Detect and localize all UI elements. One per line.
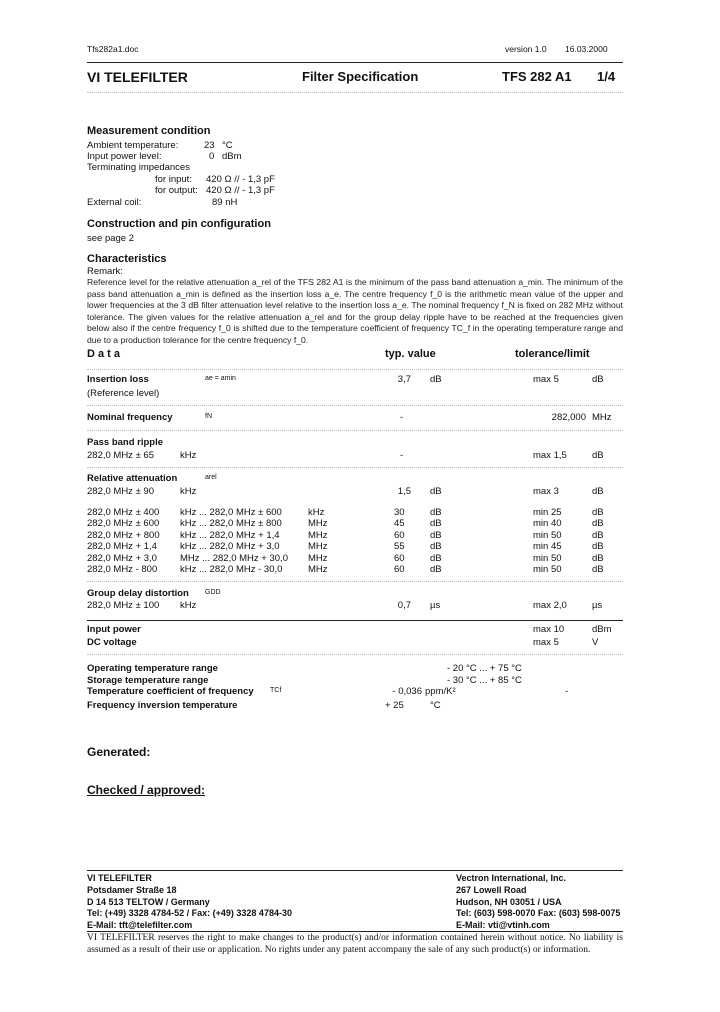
footer-right-line: Tel: (603) 598-0070 Fax: (603) 598-0075 bbox=[456, 908, 621, 919]
nominal-typ: - bbox=[400, 412, 404, 423]
insertion-symbol: ae = amin bbox=[205, 375, 236, 382]
ripple-tol: max 1,5 bbox=[533, 450, 567, 461]
relatt-row-typ: 60 bbox=[394, 553, 405, 564]
relatt-row-tol: min 25 bbox=[533, 507, 562, 518]
power-unit: dBm bbox=[222, 151, 242, 162]
construction-title: Construction and pin configuration bbox=[87, 218, 271, 230]
divider bbox=[87, 654, 623, 655]
header-typ-value: typ. value bbox=[385, 348, 436, 360]
tc-symbol: TCf bbox=[270, 687, 282, 694]
dc-voltage-tol: max 5 bbox=[533, 637, 559, 648]
relatt-row-unit: MHz bbox=[308, 553, 328, 564]
relatt-row-typ-unit: dB bbox=[430, 530, 442, 541]
output-imp-label: for output: bbox=[155, 185, 198, 196]
relatt-row-tol-unit: dB bbox=[592, 541, 604, 552]
nominal-tol-unit: MHz bbox=[592, 412, 612, 423]
dc-voltage-label: DC voltage bbox=[87, 637, 137, 648]
footer-left-line: D 14 513 TELTOW / Germany bbox=[87, 896, 210, 907]
relatt-tol: max 3 bbox=[533, 486, 559, 497]
relatt-row-typ: 60 bbox=[394, 564, 405, 575]
relatt-row-tol-unit: dB bbox=[592, 507, 604, 518]
coil-value: 89 nH bbox=[212, 197, 238, 208]
version: version 1.0 bbox=[505, 44, 547, 54]
op-temp-label: Operating temperature range bbox=[87, 663, 218, 674]
remark-text: Reference level for the relative attenuation a_rel of the TFS 282 A1 is the minimum of the pass band attenuation a_min. The minimum of the pass band attenuation a_min is defined as the insertion loss a_e. The centre frequency f_0 is the arithmetic mean value of the upper and lower frequencies at the 3 dB filter attenuation level relative to the insertion loss a_e. The nominal frequency f_N is fixed on 282 MHz without tolerance. The given values for the relative attenuation a_rel and for the group delay ripple have to be reached at the frequencies given below also if the centre frequency f_0 is shifted due to the temperature coefficient of frequency TC_f in the operating temperature range and due to a production tolerance for the centre frequency f_0. bbox=[87, 277, 623, 345]
disclaimer: VI TELEFILTER reserves the right to make changes to the product(s) and/or information contained herein without notice. No liability is assumed as a result of their use or application. No rights under any patent accompany the sale of any such product(s) or information. bbox=[87, 933, 623, 955]
footer-right-line: Vectron International, Inc. bbox=[456, 873, 567, 883]
gdd-tol-unit: µs bbox=[592, 600, 603, 611]
ripple-label: Pass band ripple bbox=[87, 437, 164, 448]
ripple-range-unit: kHz bbox=[180, 450, 197, 461]
relatt-row-from: 282,0 MHz - 800 bbox=[87, 564, 158, 575]
gdd-range-unit: kHz bbox=[180, 600, 197, 611]
measurement-title: Measurement condition bbox=[87, 125, 211, 137]
insertion-tol: max 5 bbox=[533, 374, 559, 385]
gdd-typ-unit: µs bbox=[430, 600, 441, 611]
footer-left-line: E-Mail: tft@telefilter.com bbox=[87, 920, 193, 931]
relatt-row-typ: 55 bbox=[394, 541, 405, 552]
relatt-row-typ-unit: dB bbox=[430, 564, 442, 575]
gdd-range: 282,0 MHz ± 100 bbox=[87, 600, 160, 611]
relatt-row-from: 282,0 MHz ± 400 bbox=[87, 507, 160, 518]
relatt-row-typ-unit: dB bbox=[430, 541, 442, 552]
divider bbox=[87, 430, 623, 431]
relatt-row-typ: 30 bbox=[394, 507, 405, 518]
relatt-row-tol: min 50 bbox=[533, 564, 562, 575]
gdd-symbol: GDD bbox=[205, 589, 221, 596]
relatt-row-unit: MHz bbox=[308, 564, 328, 575]
power-value: 0 bbox=[209, 151, 215, 162]
divider bbox=[87, 369, 623, 370]
ambient-value: 23 bbox=[204, 140, 215, 151]
relatt-row-tol: min 50 bbox=[533, 553, 562, 564]
relatt-row-tol-unit: dB bbox=[592, 518, 604, 529]
relatt-row-tol: min 50 bbox=[533, 530, 562, 541]
generated-label: Generated: bbox=[87, 745, 151, 759]
doc-title: Filter Specification bbox=[302, 69, 419, 84]
company-logo-text: VI TELEFILTER bbox=[87, 69, 188, 85]
relatt-typ-unit: dB bbox=[430, 486, 442, 497]
remark-label: Remark: bbox=[87, 266, 123, 277]
relatt-typ: 1,5 bbox=[397, 486, 411, 497]
footer-right-line: Hudson, NH 03051 / USA bbox=[456, 896, 562, 907]
relatt-label: Relative attenuation bbox=[87, 473, 178, 484]
characteristics-title: Characteristics bbox=[87, 253, 167, 265]
relatt-row-from: 282,0 MHz + 3,0 bbox=[87, 553, 157, 564]
relatt-row-to: kHz ... 282,0 MHz - 30,0 bbox=[180, 564, 283, 575]
relatt-row-to: kHz ... 282,0 MHz + 3,0 bbox=[180, 541, 280, 552]
nominal-tol: 282,000 bbox=[551, 412, 586, 423]
relatt-row-to: kHz ... 282,0 MHz ± 800 bbox=[180, 518, 282, 529]
footer-right-line: E-Mail: vti@vtinh.com bbox=[456, 920, 550, 931]
divider bbox=[87, 467, 623, 468]
nominal-symbol: fN bbox=[205, 413, 212, 420]
inversion-typ: + 25 bbox=[385, 700, 404, 711]
header-data: D a t a bbox=[87, 348, 121, 360]
gdd-typ: 0,7 bbox=[397, 600, 411, 611]
relatt-row-unit: MHz bbox=[308, 530, 328, 541]
op-temp-value: - 20 °C ... + 75 °C bbox=[447, 663, 522, 674]
relatt-row-to: MHz ... 282,0 MHz + 30,0 bbox=[180, 553, 288, 564]
relatt-row-typ-unit: dB bbox=[430, 507, 442, 518]
tc-typ-unit: ppm/K² bbox=[425, 686, 456, 697]
insertion-label: Insertion loss bbox=[87, 374, 149, 385]
relatt-row-tol: min 45 bbox=[533, 541, 562, 552]
footer-left-line: VI TELEFILTER bbox=[87, 873, 152, 883]
input-power-unit: dBm bbox=[592, 624, 612, 635]
relatt-row-to: kHz ... 282,0 MHz + 1,4 bbox=[180, 530, 280, 541]
relatt-row-tol-unit: dB bbox=[592, 553, 604, 564]
divider bbox=[87, 405, 623, 406]
input-power-tol: max 10 bbox=[533, 624, 565, 635]
insertion-tol-unit: dB bbox=[592, 374, 604, 385]
relatt-row-tol: min 40 bbox=[533, 518, 562, 529]
gdd-label: Group delay distortion bbox=[87, 588, 189, 599]
tc-typ: - 0,036 bbox=[392, 686, 422, 697]
part-number: TFS 282 A1 bbox=[502, 69, 572, 84]
relatt-row-typ-unit: dB bbox=[430, 553, 442, 564]
ripple-tol-unit: dB bbox=[592, 450, 604, 461]
relatt-row-unit: kHz bbox=[308, 507, 325, 518]
input-power-label: Input power bbox=[87, 624, 141, 635]
power-label: Input power level: bbox=[87, 151, 162, 162]
ripple-range: 282,0 MHz ± 65 bbox=[87, 450, 154, 461]
term-label: Terminating impedances bbox=[87, 162, 190, 173]
relatt-row-to: kHz ... 282,0 MHz ± 600 bbox=[180, 507, 282, 518]
ripple-typ: - bbox=[400, 450, 404, 461]
file-name: Tfs282a1.doc bbox=[87, 44, 139, 54]
date: 16.03.2000 bbox=[565, 44, 608, 54]
gdd-tol: max 2,0 bbox=[533, 600, 567, 611]
inversion-label: Frequency inversion temperature bbox=[87, 700, 238, 711]
relatt-row-typ-unit: dB bbox=[430, 518, 442, 529]
ambient-unit: °C bbox=[222, 140, 233, 151]
divider bbox=[87, 581, 623, 582]
storage-temp-value: - 30 °C ... + 85 °C bbox=[447, 675, 522, 686]
relatt-row-tol-unit: dB bbox=[592, 530, 604, 541]
tc-label: Temperature coefficient of frequency bbox=[87, 686, 254, 697]
checked-label: Checked / approved: bbox=[87, 783, 206, 797]
insertion-typ-unit: dB bbox=[430, 374, 442, 385]
relatt-symbol: arel bbox=[205, 474, 217, 481]
dc-voltage-unit: V bbox=[592, 637, 599, 648]
relatt-row-unit: MHz bbox=[308, 541, 328, 552]
relatt-row-typ: 45 bbox=[394, 518, 405, 529]
relatt-row-from: 282,0 MHz + 1,4 bbox=[87, 541, 157, 552]
header-tolerance: tolerance/limit bbox=[515, 348, 590, 360]
footer-right-line: 267 Lowell Road bbox=[456, 884, 527, 895]
tc-tol: - bbox=[565, 686, 569, 697]
coil-label: External coil: bbox=[87, 197, 142, 208]
construction-text: see page 2 bbox=[87, 233, 135, 244]
relatt-range-unit: kHz bbox=[180, 486, 197, 497]
input-imp-label: for input: bbox=[155, 174, 192, 185]
relatt-row-from: 282,0 MHz ± 600 bbox=[87, 518, 160, 529]
ambient-label: Ambient temperature: bbox=[87, 140, 179, 151]
insertion-sub: (Reference level) bbox=[87, 388, 160, 399]
relatt-row-tol-unit: dB bbox=[592, 564, 604, 575]
divider bbox=[87, 620, 623, 621]
relatt-tol-unit: dB bbox=[592, 486, 604, 497]
output-imp-value: 420 Ω // - 1,3 pF bbox=[206, 185, 275, 196]
relatt-row-unit: MHz bbox=[308, 518, 328, 529]
relatt-row-typ: 60 bbox=[394, 530, 405, 541]
footer-left-line: Potsdamer Straße 18 bbox=[87, 884, 177, 895]
insertion-typ: 3,7 bbox=[397, 374, 411, 385]
relatt-row-from: 282,0 MHz + 800 bbox=[87, 530, 160, 541]
inversion-unit: °C bbox=[430, 700, 441, 711]
footer-left-line: Tel: (+49) 3328 4784-52 / Fax: (+49) 3328 4784-30 bbox=[87, 908, 292, 919]
page-number: 1/4 bbox=[597, 69, 616, 84]
nominal-label: Nominal frequency bbox=[87, 412, 173, 423]
relatt-range: 282,0 MHz ± 90 bbox=[87, 486, 154, 497]
input-imp-value: 420 Ω // - 1,3 pF bbox=[206, 174, 275, 185]
storage-temp-label: Storage temperature range bbox=[87, 675, 209, 686]
